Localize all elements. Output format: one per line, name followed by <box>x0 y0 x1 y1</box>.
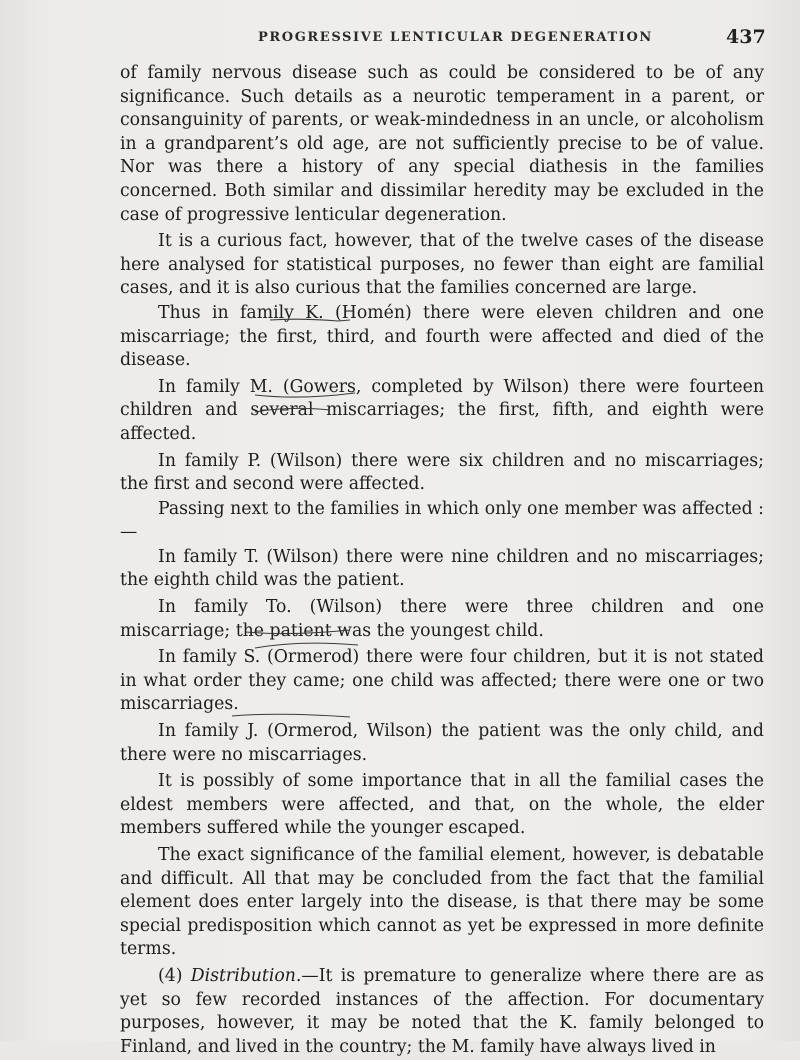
section-number: (4) <box>158 965 183 986</box>
paragraph-family-k: Thus in family K. (Homén) there were eleven children and one miscarriage; the first, third, and fourth were affected and died of the disease. <box>120 302 764 371</box>
paragraph-significance: The exact significance of the familial element, however, is debatable and difficult. All that may be concluded from the fact that the familial element does enter largely into the disease, is that there may be some special predisposition which cannot as yet be expressed in more definite terms. <box>120 845 764 960</box>
paragraph-familial-fact: It is a curious fact, however, that of the twelve cases of the disease here analysed for statistical purposes, no fewer than eight are familial cases, and it is also curious that the families concerned are large. <box>120 231 764 299</box>
section-heading: Distribution. <box>190 965 302 986</box>
paragraph-family-s: In family S. (Ormerod) there were four children, but it is not stated in what order they came; one child was affected; there were one or two miscarriages. <box>120 647 764 715</box>
paragraph-family-to: In family To. (Wilson) there were three children and one miscarriage; the patient was the youngest child. <box>120 597 764 641</box>
paragraph-family-m: In family M. (Gowers, completed by Wilson) there were fourteen children and several miscarriages; the first, fifth, and eighth were affected. <box>120 376 764 444</box>
paragraph-single-member-intro: Passing next to the families in which only one member was affected :— <box>120 498 764 543</box>
page-number: 437 <box>726 26 766 48</box>
paragraph-family-p: In family P. (Wilson) there were six children and no miscarriages; the first and second were affected. <box>120 450 764 495</box>
section-distribution <box>120 965 764 1059</box>
section-text: —It is premature to generalize where there are as yet so few recorded instances of the affection. For documentary purposes, however, it may be noted that the K. family belonged to Finland, and lived in the country; the M. family have always lived in <box>120 965 764 1057</box>
paragraph-family-history: of family nervous disease such as could be considered to be of any significance. Such details as a neurotic temperament in a parent, or consanguinity of parents, or weak-mindedness in an uncle, or alcoholism in a grandparent’s old age, are not sufficiently precise to be of value. Nor was there a history of any special diathesis in the families concerned. Both similar and dissimilar heredity may be excluded in the case of progressive lenticular degeneration. <box>120 63 764 225</box>
body-text <box>120 62 764 1060</box>
paragraph-family-t: In family T. (Wilson) there were nine children and no miscarriages; the eighth child was the patient. <box>120 546 764 591</box>
page-header <box>0 26 800 52</box>
paragraph-family-j: In family J. (Ormerod, Wilson) the patient was the only child, and there were no miscarriages. <box>120 721 764 765</box>
paragraph-eldest-affected: It is possibly of some importance that in all the familial cases the eldest members were affected, and that, on the whole, the elder members suffered while the younger escaped. <box>120 771 764 839</box>
running-title: PROGRESSIVE LENTICULAR DEGENERATION <box>258 30 653 45</box>
